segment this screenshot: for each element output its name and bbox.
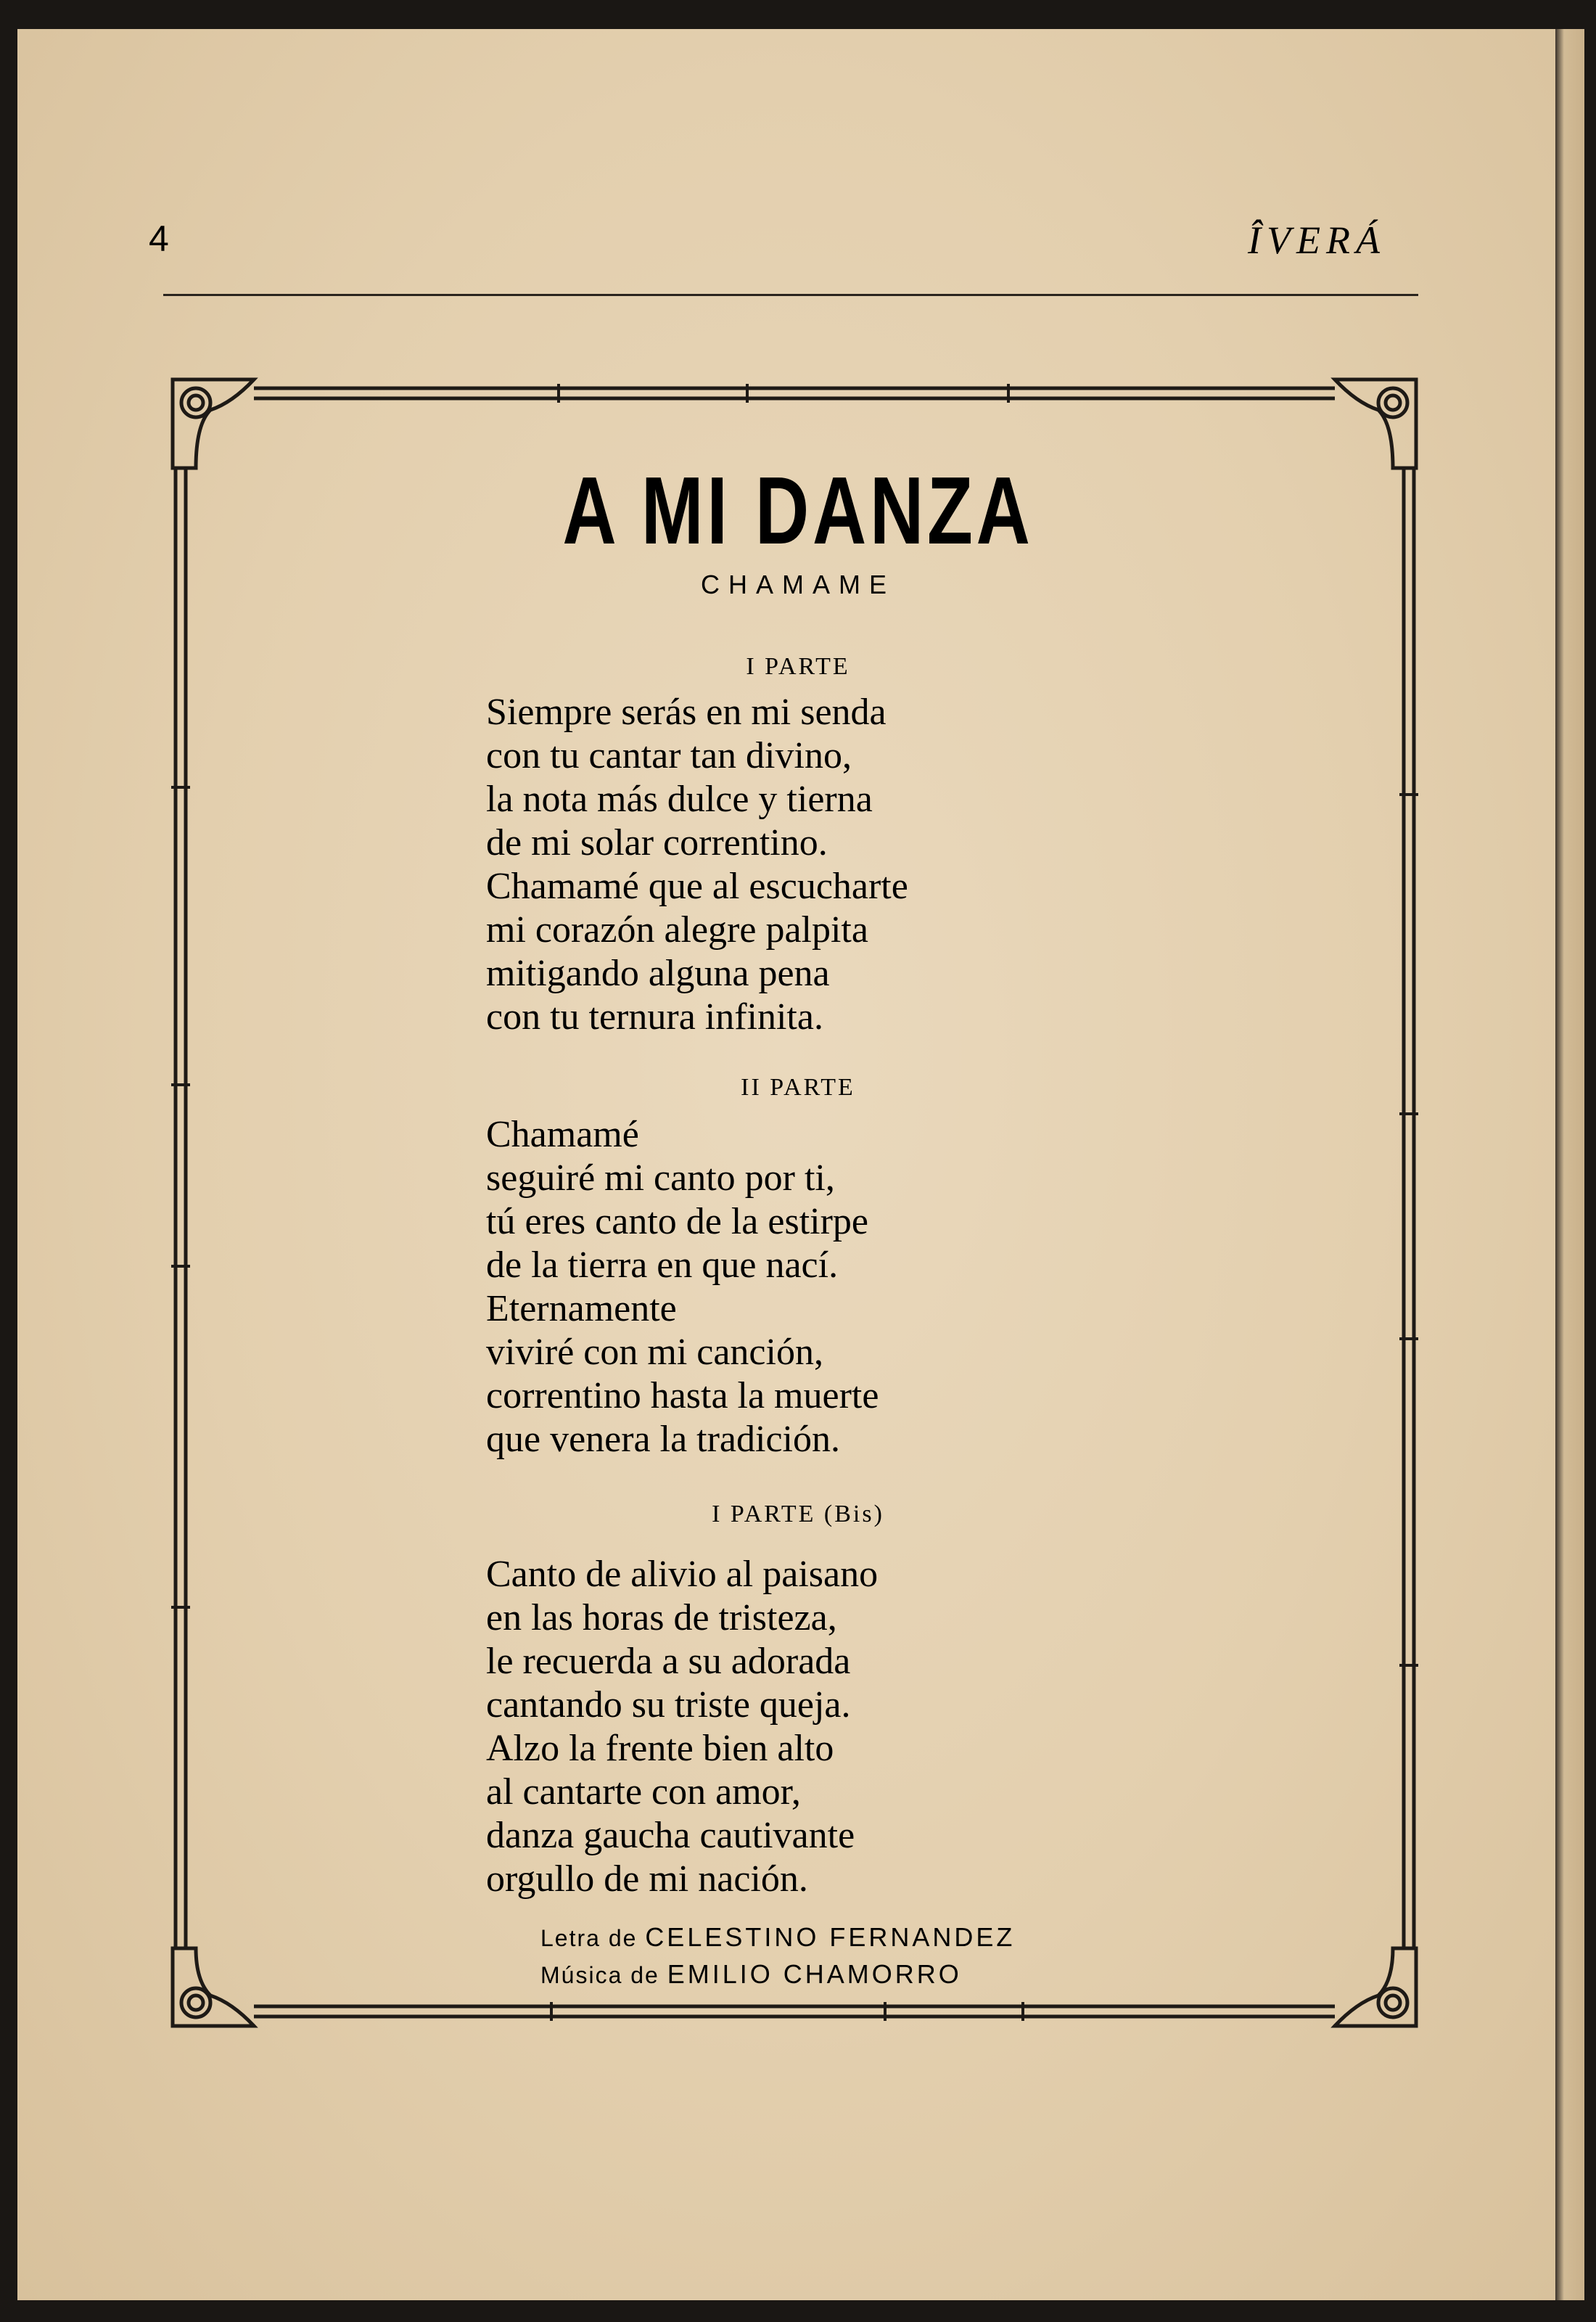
section-label-3: I PARTE (Bis)	[712, 1501, 884, 1527]
section-label-1: I PARTE	[746, 653, 850, 680]
verse-line: danza gaucha cautivante	[486, 1815, 855, 1856]
verse-line: Siempre serás en mi senda	[486, 692, 887, 733]
page-number: 4	[149, 218, 169, 259]
lyrics-author: CELESTINO FERNANDEZ	[645, 1922, 1016, 1952]
verse-line: mi corazón alegre palpita	[486, 909, 868, 951]
verse-line: tú eres canto de la estirpe	[486, 1201, 868, 1242]
song-title: A MI DANZA	[562, 457, 1034, 564]
verse-3	[486, 1553, 878, 1901]
verse-line: cantando su triste queja.	[486, 1684, 851, 1726]
verse-line: Chamamé que al escucharte	[486, 866, 908, 907]
verse-line: seguiré mi canto por ti,	[486, 1157, 835, 1199]
verse-line: viviré con mi canción,	[486, 1332, 823, 1373]
verse-line: de mi solar correntino.	[486, 822, 828, 863]
verse-line: Eternamente	[486, 1288, 677, 1329]
verse-1	[486, 691, 908, 1039]
verse-line: la nota más dulce y tierna	[486, 779, 873, 820]
verse-line: que venera la tradición.	[486, 1419, 840, 1460]
header-rule	[163, 294, 1418, 296]
music-author: EMILIO CHAMORRO	[667, 1959, 962, 1989]
running-head: ÎVERÁ	[1248, 218, 1386, 262]
verse-line: le recuerda a su adorada	[486, 1641, 851, 1682]
verse-line: de la tierra en que nací.	[486, 1244, 839, 1286]
verse-line: mitigando alguna pena	[486, 953, 830, 994]
verse-line: con tu ternura infinita.	[486, 996, 823, 1038]
section-label-2: II PARTE	[741, 1074, 855, 1101]
credits	[540, 1919, 1015, 1993]
verse-line: Chamamé	[486, 1114, 639, 1155]
verse-line: correntino hasta la muerte	[486, 1375, 879, 1416]
verse-line: Canto de alivio al paisano	[486, 1554, 879, 1595]
verse-line: al cantarte con amor,	[486, 1771, 801, 1813]
next-page-edge	[1555, 29, 1584, 2300]
song-genre: CHAMAME	[700, 570, 895, 599]
verse-line: orgullo de mi nación.	[486, 1858, 808, 1900]
verse-line: con tu cantar tan divino,	[486, 735, 852, 776]
verse-2	[486, 1113, 879, 1461]
verse-line: en las horas de tristeza,	[486, 1597, 837, 1638]
verse-line: Alzo la frente bien alto	[486, 1728, 834, 1769]
music-credit	[540, 1956, 1015, 1993]
music-prefix: Música de	[540, 1962, 659, 1988]
lyrics-prefix: Letra de	[540, 1925, 638, 1951]
lyrics-credit	[540, 1919, 1015, 1956]
